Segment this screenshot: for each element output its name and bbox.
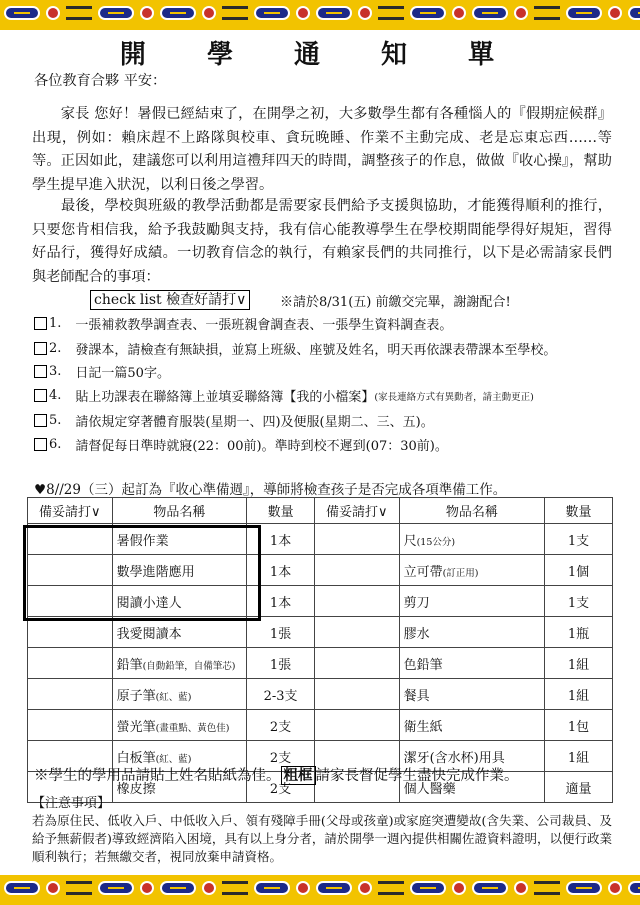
item-qty: 適量 bbox=[545, 772, 613, 803]
ready-checkbox-cell[interactable] bbox=[315, 555, 400, 586]
paragraph-2-text: 最後，學校與班級的教學活動都是需要家長們給予支援與協助，才能獲得順利的推行，只要您肯相信我，給予我鼓勵與支持，我有信心能教導學生在學校期間能學得好規矩，習得好品行，獲得好成績。一切教育信念的執行，有賴家長們的共同推行，以下是必需請家長們與老師配合的事項： bbox=[32, 198, 612, 285]
notice-title: 【注意事項】 bbox=[32, 796, 111, 811]
border-ornament bbox=[410, 6, 446, 20]
item-name: 剪刀 bbox=[403, 595, 430, 611]
border-ornament bbox=[254, 6, 290, 20]
border-ornament bbox=[66, 881, 92, 895]
item-name: 立可帶 bbox=[403, 564, 443, 580]
border-pattern bbox=[4, 6, 640, 24]
border-ornament bbox=[534, 881, 560, 895]
item-name: 膠水 bbox=[403, 626, 430, 642]
greeting: 各位教育合夥 平安： bbox=[34, 73, 167, 89]
checklist-number: 3. bbox=[49, 364, 62, 379]
item-qty: 1組 bbox=[545, 648, 613, 679]
preparation-week-note: ♥8//29（三）起訂為『收心準備週』，導師將檢查孩子是否完成各項準備工作。 bbox=[34, 482, 507, 498]
table-header-row bbox=[28, 498, 613, 524]
item-name-cell bbox=[399, 555, 544, 586]
item-name-cell bbox=[112, 617, 247, 648]
item-name: 餐具 bbox=[403, 688, 430, 704]
item-note: (自動鉛筆，自備筆芯) bbox=[142, 660, 236, 672]
item-qty: 1瓶 bbox=[545, 617, 613, 648]
checklist-item bbox=[34, 314, 452, 333]
ready-checkbox-cell[interactable] bbox=[28, 648, 113, 679]
bottom-decorative-border bbox=[0, 875, 640, 905]
border-ornament bbox=[378, 6, 404, 20]
item-note: (畫重點、黃色佳) bbox=[155, 722, 230, 734]
checkbox[interactable] bbox=[34, 365, 47, 378]
checklist-text: 日記一篇50字。 bbox=[75, 366, 170, 381]
checklist-text: 一張補救教學調查表、一張班親會調查表、一張學生資料調查表。 bbox=[75, 318, 453, 333]
ready-checkbox-cell[interactable] bbox=[315, 648, 400, 679]
sticker-note-pre: ※學生的學用品請貼上姓名貼紙為佳。 bbox=[34, 768, 281, 784]
header-item-right: 物品名稱 bbox=[399, 498, 544, 524]
deadline-note: ※請於8/31(五) 前繳交完畢，謝謝配合! bbox=[280, 295, 511, 310]
item-qty: 1包 bbox=[545, 710, 613, 741]
item-qty: 1本 bbox=[247, 586, 315, 617]
border-ornament bbox=[160, 6, 196, 20]
item-name-cell bbox=[112, 710, 247, 741]
checklist-number: 2. bbox=[49, 341, 62, 356]
item-name-cell bbox=[399, 586, 544, 617]
header-ready-right: 備妥請打∨ bbox=[315, 498, 400, 524]
checklist-number: 5. bbox=[49, 413, 62, 428]
item-name: 鉛筆 bbox=[116, 657, 143, 673]
checklist-label: check list 檢查好請打∨ bbox=[90, 290, 250, 310]
item-name: 橡皮擦 bbox=[116, 781, 156, 797]
border-ornament bbox=[316, 881, 352, 895]
item-qty: 1組 bbox=[545, 741, 613, 772]
border-ornament bbox=[472, 6, 508, 20]
item-name: 暑假作業 bbox=[116, 533, 169, 549]
item-name: 原子筆 bbox=[116, 688, 156, 704]
table-row bbox=[28, 679, 613, 710]
border-ornament bbox=[254, 881, 290, 895]
checklist-note: (家長連絡方式有異動者，請主動更正) bbox=[374, 391, 534, 403]
ready-checkbox-cell[interactable] bbox=[315, 586, 400, 617]
border-pattern bbox=[4, 881, 640, 899]
checkbox[interactable] bbox=[34, 389, 47, 402]
border-ornament bbox=[296, 881, 310, 895]
checklist-item bbox=[34, 362, 170, 381]
border-ornament bbox=[628, 881, 640, 895]
ready-checkbox-cell[interactable] bbox=[315, 679, 400, 710]
item-qty: 1支 bbox=[545, 586, 613, 617]
checklist-number: 6. bbox=[49, 437, 62, 452]
header-qty-right: 數量 bbox=[545, 498, 613, 524]
checklist-item bbox=[34, 435, 448, 454]
header-qty-left: 數量 bbox=[247, 498, 315, 524]
item-qty: 1本 bbox=[247, 555, 315, 586]
checkbox[interactable] bbox=[34, 342, 47, 355]
border-ornament bbox=[514, 881, 528, 895]
checklist-item bbox=[34, 339, 556, 358]
bold-frame-highlight bbox=[23, 525, 261, 621]
item-name: 潔牙(含水杯)用具 bbox=[403, 750, 505, 766]
checklist-header bbox=[90, 290, 250, 310]
border-ornament bbox=[566, 6, 602, 20]
checklist-text: 發課本，請檢查有無缺損，並寫上班級、座號及姓名，明天再依課表帶課本至學校。 bbox=[75, 343, 557, 358]
bold-frame-label: 粗框 bbox=[281, 766, 316, 785]
item-note: (訂正用) bbox=[442, 567, 479, 579]
border-ornament bbox=[472, 881, 508, 895]
checklist-item bbox=[34, 411, 434, 430]
border-ornament bbox=[98, 881, 134, 895]
ready-checkbox-cell[interactable] bbox=[315, 617, 400, 648]
border-ornament bbox=[410, 881, 446, 895]
border-ornament bbox=[222, 881, 248, 895]
item-name-cell bbox=[112, 679, 247, 710]
item-qty: 2支 bbox=[247, 710, 315, 741]
item-name: 閱讀小達人 bbox=[116, 595, 182, 611]
ready-checkbox-cell[interactable] bbox=[28, 617, 113, 648]
item-qty: 1組 bbox=[545, 679, 613, 710]
item-qty: 1支 bbox=[545, 524, 613, 555]
item-name-cell bbox=[399, 524, 544, 555]
border-ornament bbox=[358, 6, 372, 20]
border-ornament bbox=[202, 881, 216, 895]
item-name: 色鉛筆 bbox=[403, 657, 443, 673]
border-ornament bbox=[4, 881, 40, 895]
ready-checkbox-cell[interactable] bbox=[28, 679, 113, 710]
border-ornament bbox=[628, 6, 640, 20]
ready-checkbox-cell[interactable] bbox=[315, 524, 400, 555]
border-ornament bbox=[140, 881, 154, 895]
item-name-cell bbox=[399, 710, 544, 741]
table-row bbox=[28, 648, 613, 679]
border-ornament bbox=[296, 6, 310, 20]
ready-checkbox-cell[interactable] bbox=[315, 710, 400, 741]
checklist-item bbox=[34, 386, 534, 405]
item-qty: 1張 bbox=[247, 648, 315, 679]
checkbox[interactable] bbox=[34, 438, 47, 451]
paragraph-2 bbox=[32, 195, 612, 289]
checklist-number: 1. bbox=[49, 316, 62, 331]
border-ornament bbox=[46, 6, 60, 20]
item-note: (紅、藍) bbox=[155, 753, 192, 765]
checkbox[interactable] bbox=[34, 317, 47, 330]
header-ready-left: 備妥請打∨ bbox=[28, 498, 113, 524]
item-name-cell bbox=[112, 648, 247, 679]
checklist-text: 請督促每日準時就寢(22：00前)。準時到校不遲到(07：30前)。 bbox=[75, 439, 448, 454]
border-ornament bbox=[378, 881, 404, 895]
item-qty: 2支 bbox=[247, 772, 315, 803]
sticker-note bbox=[34, 764, 519, 785]
ready-checkbox-cell[interactable] bbox=[28, 710, 113, 741]
border-ornament bbox=[566, 881, 602, 895]
border-ornament bbox=[222, 6, 248, 20]
item-name: 白板筆 bbox=[116, 750, 156, 766]
border-ornament bbox=[140, 6, 154, 20]
item-note: (紅、藍) bbox=[155, 691, 192, 703]
border-ornament bbox=[160, 881, 196, 895]
item-qty: 1本 bbox=[247, 524, 315, 555]
item-qty: 1個 bbox=[545, 555, 613, 586]
border-ornament bbox=[358, 881, 372, 895]
page-title: 開 學 通 知 單 bbox=[119, 40, 521, 70]
item-qty: 2支 bbox=[247, 741, 315, 772]
checklist-number: 4. bbox=[49, 388, 62, 403]
item-name-cell bbox=[399, 648, 544, 679]
border-ornament bbox=[46, 881, 60, 895]
header-item-left: 物品名稱 bbox=[112, 498, 247, 524]
item-name-cell bbox=[399, 617, 544, 648]
item-name: 衛生紙 bbox=[403, 719, 443, 735]
item-qty: 1張 bbox=[247, 617, 315, 648]
border-ornament bbox=[202, 6, 216, 20]
paragraph-1 bbox=[32, 103, 612, 197]
table-row bbox=[28, 710, 613, 741]
item-qty: 2-3支 bbox=[247, 679, 315, 710]
top-decorative-border bbox=[0, 0, 640, 30]
item-name: 個人醫藥 bbox=[403, 781, 456, 797]
border-ornament bbox=[452, 881, 466, 895]
border-ornament bbox=[608, 6, 622, 20]
checkbox[interactable] bbox=[34, 414, 47, 427]
border-ornament bbox=[316, 6, 352, 20]
checklist-text: 貼上功課表在聯絡簿上並填妥聯絡簿【我的小檔案】 bbox=[75, 390, 375, 405]
item-name: 數學進階應用 bbox=[116, 564, 195, 580]
item-name: 我愛閱讀本 bbox=[116, 626, 182, 642]
border-ornament bbox=[534, 6, 560, 20]
border-ornament bbox=[66, 6, 92, 20]
item-name-cell bbox=[399, 679, 544, 710]
border-ornament bbox=[608, 881, 622, 895]
item-name: 螢光筆 bbox=[116, 719, 156, 735]
table-row bbox=[28, 617, 613, 648]
notice-text: 若為原住民、低收入戶、中低收入戶、領有殘障手冊(父母或孩童)或家庭突遭變故(含失業、公司裁員、及給予無薪假者)導致經濟陷入困境，具有以上身分者，請於開學一週內提供相關佐證資料證明，以便行政業順利執行；若無繳交者，視同放棄申請資格。 bbox=[32, 813, 612, 864]
item-note: (15公分) bbox=[416, 536, 456, 548]
checklist-text: 請依規定穿著體育服裝(星期一、四)及便服(星期二、三、五)。 bbox=[75, 415, 434, 430]
border-ornament bbox=[4, 6, 40, 20]
border-ornament bbox=[98, 6, 134, 20]
paragraph-1-text: 家長 您好！暑假已經結束了，在開學之初，大多數學生都有各種惱人的『假期症候群』出現，例如：賴床趕不上路隊與校車、貪玩晚睡、作業不主動完成、老是忘東忘西……等等。正因如此，建議您可以利用這禮拜四天的時間，調整孩子的作息，做做『收心操』，幫助學生提早進入狀況，以利日後之學習。 bbox=[32, 106, 612, 193]
border-ornament bbox=[452, 6, 466, 20]
sticker-note-post: 請家長督促學生盡快完成作業。 bbox=[315, 768, 519, 784]
item-name: 尺 bbox=[403, 533, 417, 549]
border-ornament bbox=[514, 6, 528, 20]
